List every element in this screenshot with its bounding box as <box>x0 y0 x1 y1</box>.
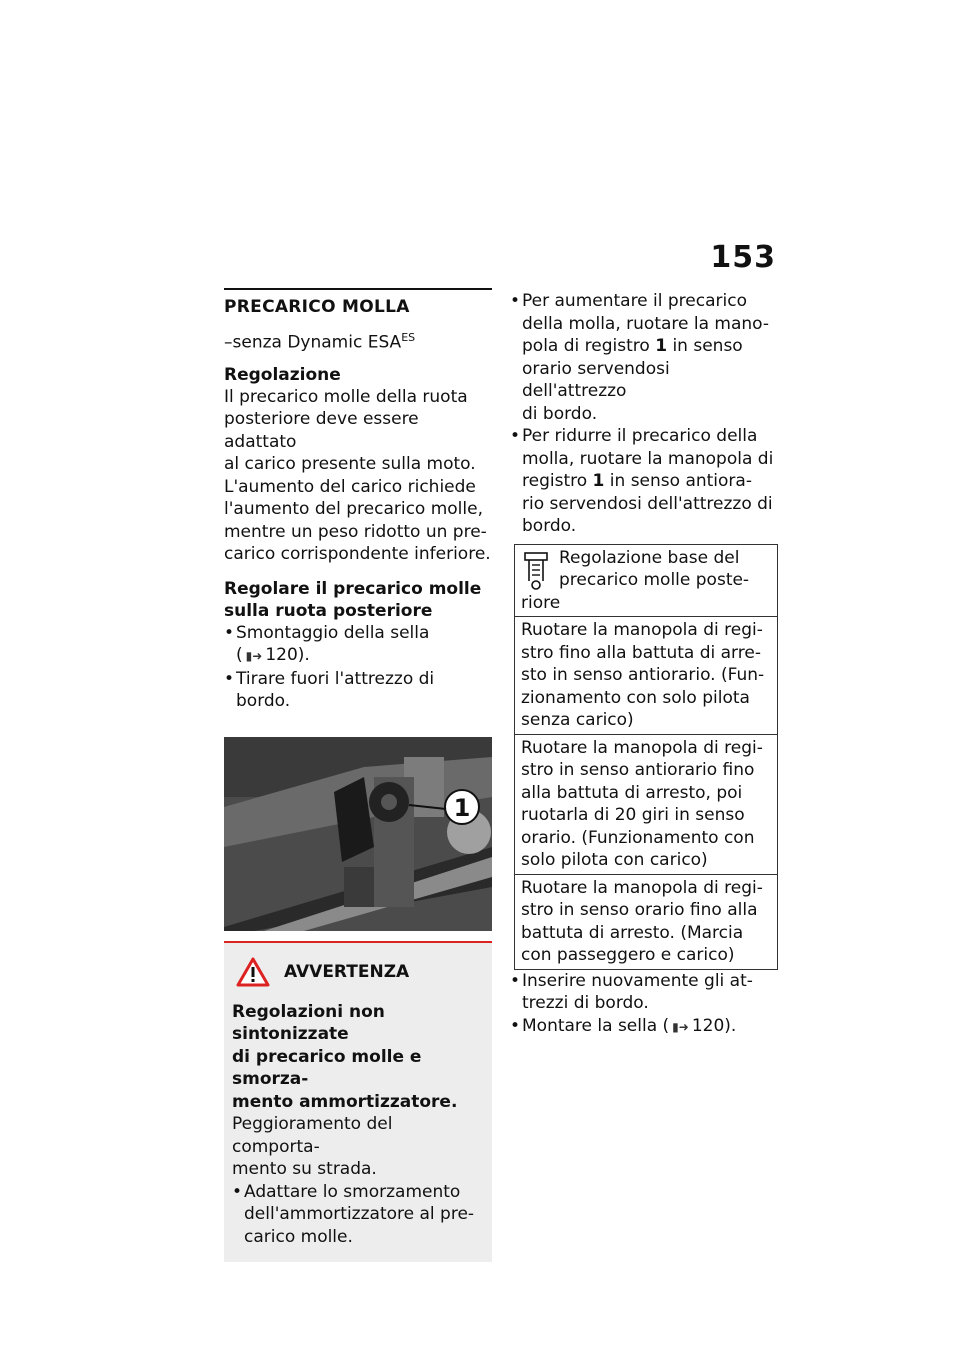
step-item <box>510 1015 778 1039</box>
table-line: sto in senso antiorario. (Fun- <box>521 665 765 685</box>
heading-line: Regolare il precarico molle <box>224 578 482 599</box>
step-line: molla, ruotare la manopola di <box>522 448 774 469</box>
table-line: stro in senso orario fino alla <box>521 900 758 920</box>
table-line: con passeggero e carico) <box>521 945 735 965</box>
warning-header <box>232 957 484 987</box>
table-row <box>515 874 777 969</box>
page-number: 153 <box>710 240 776 275</box>
final-steps <box>510 970 778 1039</box>
para-line: Il precarico molle della ruota <box>224 386 468 407</box>
table-row <box>515 734 777 874</box>
step-line <box>522 335 778 358</box>
subtitle-sup: ES <box>401 331 416 344</box>
para-line: L'aumento del carico richiede <box>224 476 476 497</box>
warning-list <box>232 1181 484 1249</box>
step-text: in senso <box>672 336 743 356</box>
photo-illustration <box>224 737 492 931</box>
step-text: in senso antiora- <box>609 471 752 491</box>
step-increase <box>510 290 778 425</box>
heading-regolare <box>224 578 492 622</box>
step-line <box>522 470 778 493</box>
adjustment-table <box>514 544 778 970</box>
step-decrease <box>510 425 778 538</box>
table-line: battuta di arresto. (Marcia <box>521 922 744 943</box>
step-line: trezzi di bordo. <box>522 993 649 1013</box>
table-line: alla battuta di arresto, poi <box>521 782 743 803</box>
knob-number: 1 <box>655 336 668 356</box>
para-line: posteriore deve essere adattato <box>224 409 419 452</box>
paragraph-intro <box>224 386 492 566</box>
table-header-line: Regolazione base del <box>559 547 740 568</box>
step-line: • Inserire nuovamente gli at- <box>522 970 753 991</box>
table-line: senza carico) <box>521 710 634 730</box>
warning-bold-text <box>232 1001 484 1114</box>
para-line: mentre un peso ridotto un pre- <box>224 521 487 542</box>
ref-text: 120). <box>691 1015 737 1036</box>
table-header <box>515 545 777 617</box>
table-row <box>515 616 777 734</box>
heading-regolazione: Regolazione <box>224 364 341 385</box>
step-line: bordo. <box>522 516 577 536</box>
warning-line: di precarico molle e smorza- <box>232 1046 422 1090</box>
adjust-steps <box>510 290 778 538</box>
warning-line: mento ammortizzatore. <box>232 1091 458 1112</box>
table-line: Ruotare la manopola di regi- <box>521 737 763 758</box>
left-column <box>224 288 492 1262</box>
table-line: stro in senso antiorario fino <box>521 760 755 780</box>
para-line: carico corrispondente inferiore. <box>224 544 491 565</box>
step-item <box>224 622 492 668</box>
steps-list <box>224 622 492 713</box>
step-item <box>510 970 778 1015</box>
warning-triangle-icon <box>236 957 270 987</box>
right-column <box>510 290 778 1038</box>
warning-text <box>232 1113 484 1181</box>
warning-line: carico molle. <box>244 1226 353 1247</box>
heading-line: sulla ruota posteriore <box>224 600 433 621</box>
step-line: • Per aumentare il precarico <box>522 291 747 311</box>
section-title: PRECARICO MOLLA <box>224 297 410 317</box>
subtitle-text: –senza Dynamic ESA <box>224 332 402 353</box>
ref-text: 120). <box>265 645 310 666</box>
step-line: di bordo. <box>522 403 598 424</box>
warning-item <box>232 1181 484 1249</box>
table-line: Ruotare la manopola di regi- <box>521 620 763 640</box>
step-text: pola di registro <box>522 336 650 356</box>
step-item: • Tirare fuori l'attrezzo di bordo. <box>224 668 492 713</box>
warning-line: mento su strada. <box>232 1159 377 1180</box>
photo-rear-suspension <box>224 737 492 931</box>
step-text: • Smontaggio della sella <box>236 622 430 643</box>
step-line: orario servendosi dell'attrezzo <box>522 358 670 401</box>
table-line: ruotarla di 20 giri in senso <box>521 805 745 825</box>
table-line: stro fino alla battuta di arre- <box>521 642 761 663</box>
table-line: solo pilota con carico) <box>521 850 708 870</box>
arrow-right-icon: ▮➜ <box>245 649 263 664</box>
warning-title: AVVERTENZA <box>284 961 410 982</box>
step-line: • Per ridurre il precarico della <box>522 426 758 446</box>
warning-line: • Adattare lo smorzamento <box>244 1181 461 1202</box>
suspension-tool-icon <box>523 551 549 591</box>
warning-box <box>224 941 492 1263</box>
table-header-line: precarico molle poste- <box>559 570 750 590</box>
step-ref: ( ▮➜ 120). <box>236 645 310 666</box>
para-line: l'aumento del precarico molle, <box>224 499 483 520</box>
step-text: registro <box>522 471 588 491</box>
section-rule <box>224 288 492 290</box>
table-line: Ruotare la manopola di regi- <box>521 877 763 898</box>
arrow-right-icon: ▮➜ <box>672 1019 689 1034</box>
table-line: orario. (Funzionamento con <box>521 827 755 848</box>
table-header-line: riore <box>521 592 561 613</box>
warning-line: Regolazioni non sintonizzate <box>232 1001 385 1045</box>
step-line: rio servendosi dell'attrezzo di <box>522 493 773 514</box>
knob-number: 1 <box>592 471 605 491</box>
step-text: Montare la sella ( <box>522 1015 670 1036</box>
para-line: al carico presente sulla moto. <box>224 454 476 475</box>
warning-line: dell'ammortizzatore al pre- <box>244 1204 475 1225</box>
warning-line: Peggioramento del comporta- <box>232 1114 393 1157</box>
photo-label: 1 <box>453 793 471 822</box>
subtitle <box>224 327 492 354</box>
step-line: della molla, ruotare la mano- <box>522 313 770 334</box>
table-line: zionamento con solo pilota <box>521 687 750 708</box>
